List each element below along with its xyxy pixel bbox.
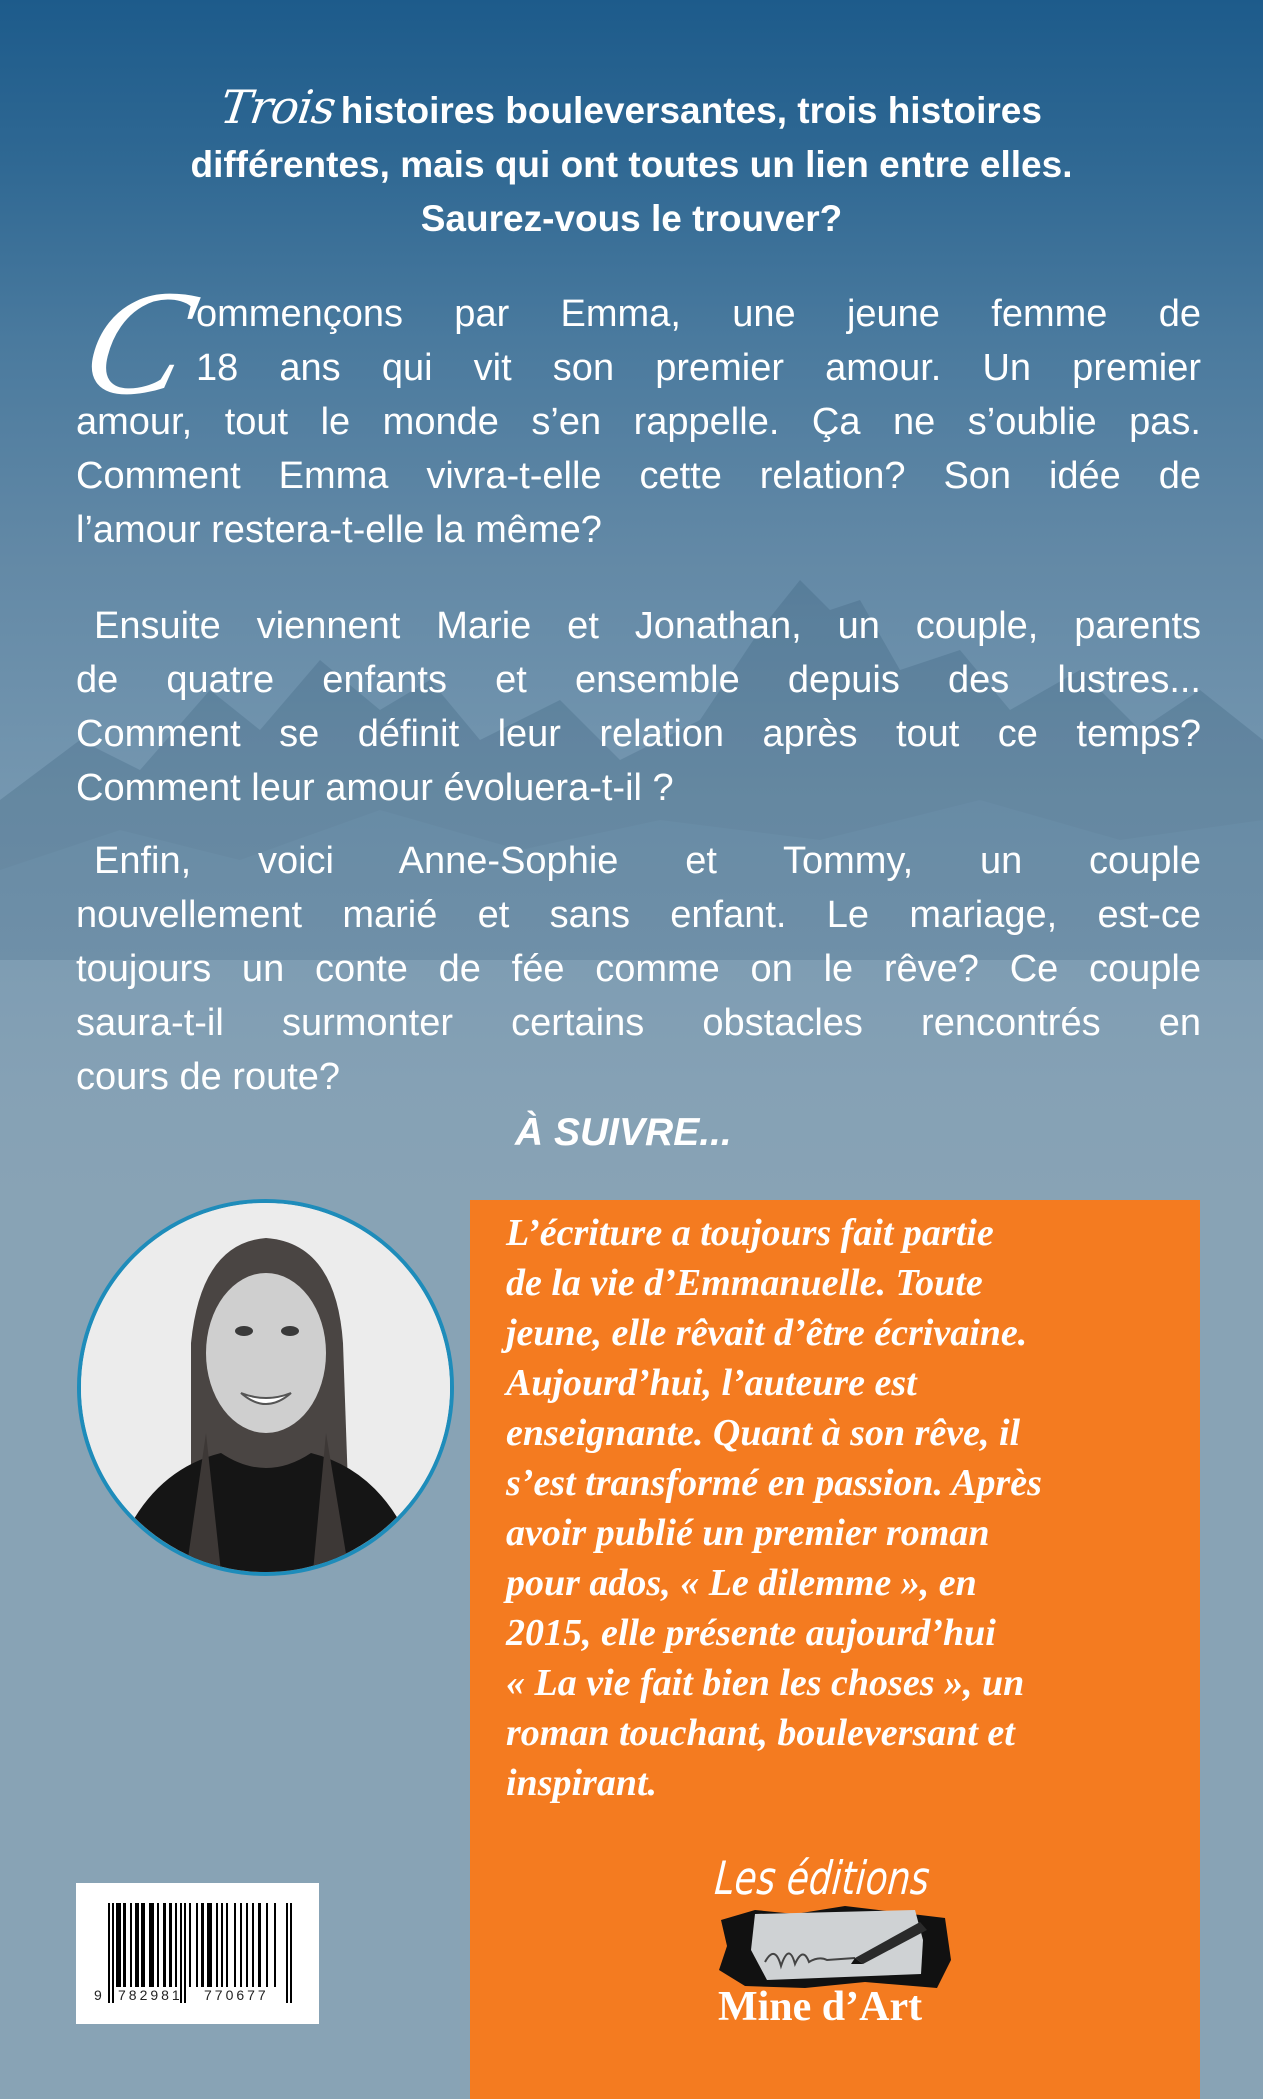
pencil-paper-logo-icon	[715, 1900, 955, 1992]
bio-line: s’est transformé en passion. Après	[506, 1462, 1042, 1504]
synopsis-paragraph-emma	[76, 287, 1201, 557]
text-line: de quatre enfants et ensemble depuis des lustres...	[76, 659, 1201, 701]
bio-line: « La vie fait bien les choses », un	[506, 1662, 1025, 1704]
tagline-line-2: différentes, mais qui ont toutes un lien entre elles.	[190, 144, 1073, 185]
barcode-digits-right: 770677	[204, 1987, 269, 2003]
text-line: Ensuite viennent Marie et Jonathan, un couple, parents	[94, 605, 1201, 647]
text-line: ommençons par Emma, une jeune femme de	[196, 293, 1201, 335]
barcode-digits-left: 782981	[118, 1987, 183, 2003]
text-line: Comment leur amour évoluera-t-il ?	[76, 767, 674, 809]
tagline	[60, 80, 1203, 246]
text-line: Comment Emma vivra-t-elle cette relation? Son idée de	[76, 455, 1201, 497]
bio-line: enseignante. Quant à son rêve, il	[506, 1412, 1021, 1454]
drop-cap: C	[67, 260, 209, 426]
text-line: toujours un conte de fée comme on le rêve? Ce couple	[76, 948, 1201, 990]
tagline-script-word: Trois	[217, 80, 339, 134]
bio-line: pour ados, « Le dilemme », en	[506, 1562, 977, 1604]
bio-line: Aujourd’hui, l’auteure est	[506, 1362, 917, 1404]
publisher-name-script: Les éditions	[712, 1851, 932, 1905]
text-line: cours de route?	[76, 1056, 341, 1098]
bio-line: inspirant.	[506, 1762, 658, 1804]
bio-line: 2015, elle présente aujourd’hui	[506, 1612, 996, 1654]
text-line: saura-t-il surmonter certains obstacles rencontrés en	[76, 1002, 1201, 1044]
synopsis-paragraph-marie-jonathan	[76, 599, 1201, 815]
text-line: nouvellement marié et sans enfant. Le mariage, est-ce	[76, 894, 1201, 936]
author-photo	[77, 1199, 454, 1576]
tagline-line-1: Troishistoires bouleversantes, trois histoires	[217, 80, 1042, 134]
to-be-continued: À SUIVRE...	[515, 1111, 732, 1154]
bio-line: jeune, elle rêvait d’être écrivaine.	[506, 1312, 1028, 1354]
author-bio-panel	[470, 1200, 1200, 2099]
barcode-digit-prefix: 9	[94, 1987, 105, 2003]
bio-line: de la vie d’Emmanuelle. Toute	[506, 1262, 983, 1304]
bio-line: avoir publié un premier roman	[506, 1512, 990, 1554]
text-line: 18 ans qui vit son premier amour. Un premier	[196, 347, 1201, 389]
tagline-line-3: Saurez-vous le trouver?	[420, 198, 843, 239]
publisher-name: Mine d’Art	[718, 1984, 923, 2030]
text-line: Enfin, voici Anne-Sophie et Tommy, un couple	[94, 840, 1201, 882]
text-line: Comment se définit leur relation après tout ce temps?	[76, 713, 1201, 755]
bio-line: L’écriture a toujours fait partie	[506, 1212, 994, 1254]
text-line: amour, tout le monde s’en rappelle. Ça ne s’oublie pas.	[76, 401, 1201, 443]
bio-line: roman touchant, bouleversant et	[506, 1712, 1015, 1754]
isbn-barcode	[76, 1883, 319, 2024]
author-bio	[506, 1208, 1186, 1808]
text-line: l’amour restera-t-elle la même?	[76, 509, 602, 551]
author-portrait-icon	[81, 1203, 450, 1572]
synopsis-paragraph-anne-sophie-tommy	[76, 834, 1201, 1104]
